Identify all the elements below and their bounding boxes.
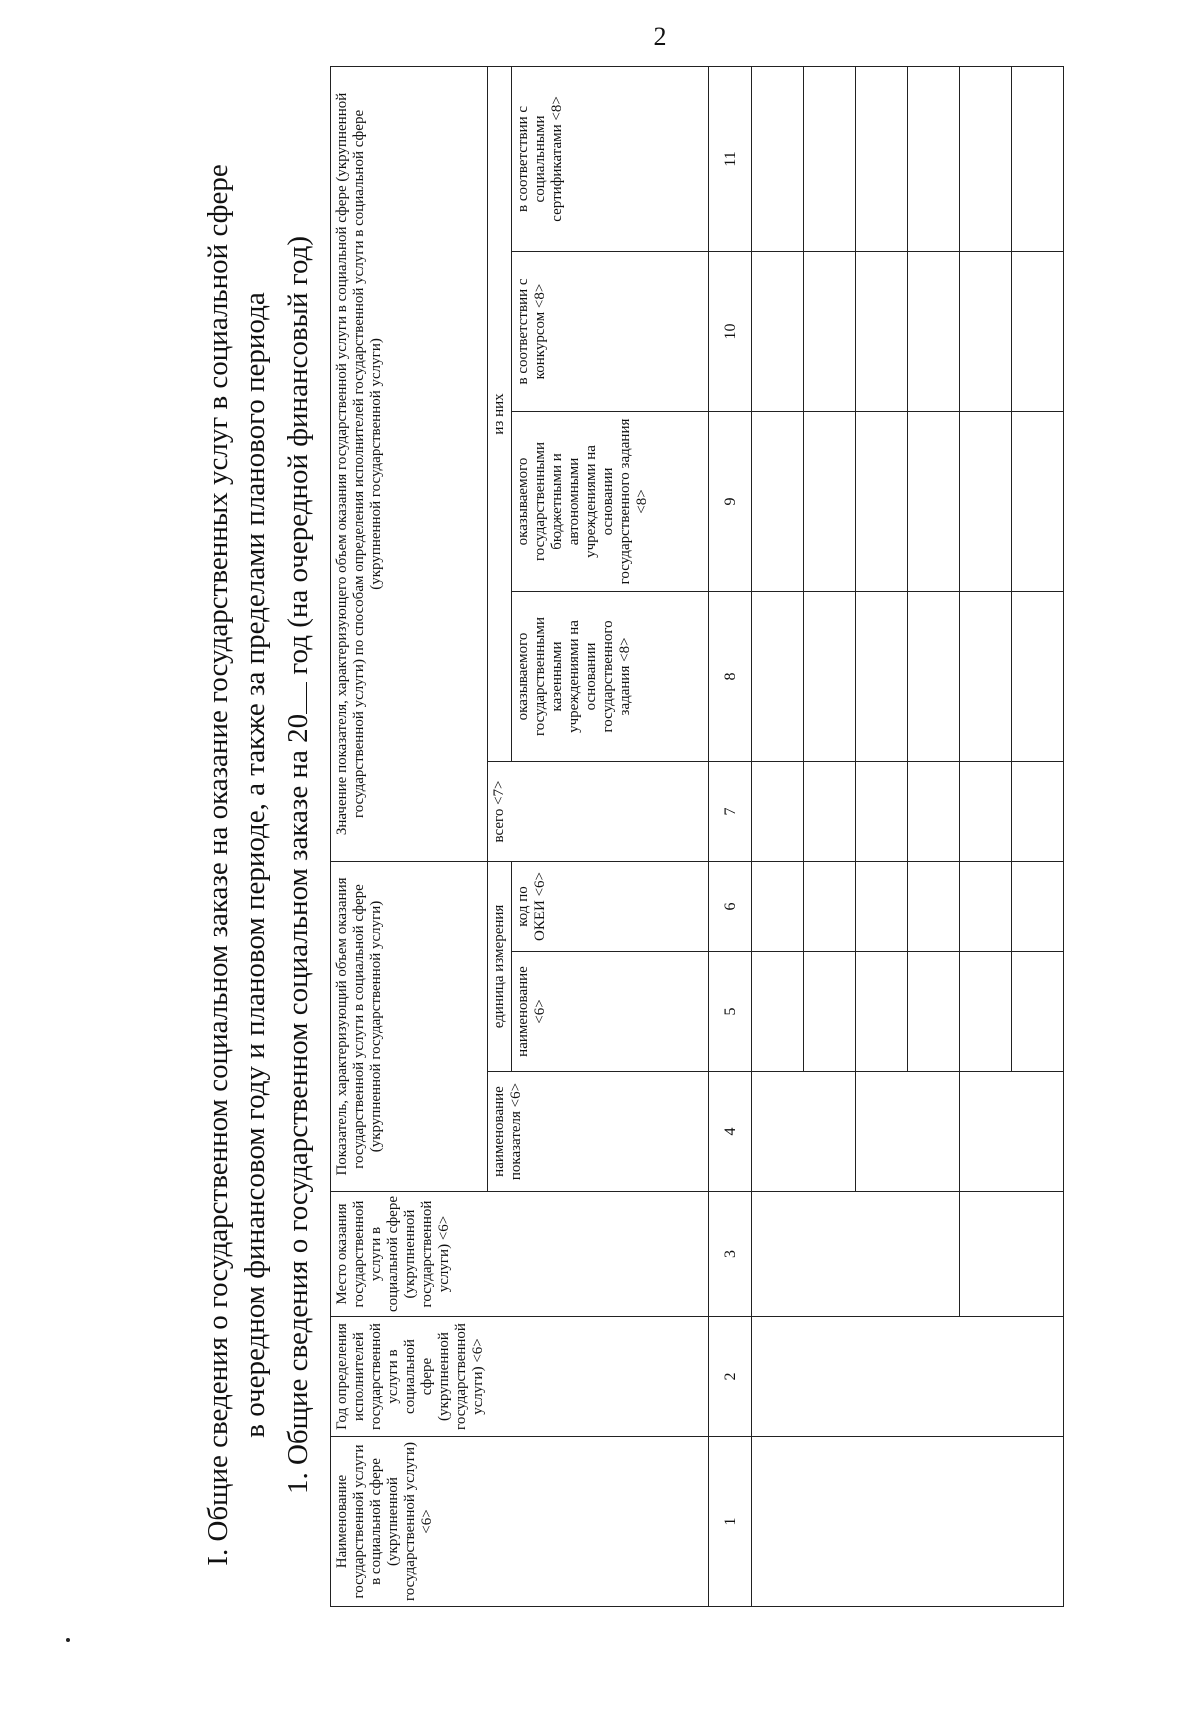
table-cell [1012, 952, 1064, 1072]
header-konkurs: в соответствии с конкурсом <8> [512, 251, 709, 411]
header-unit-name: наименование <6> [512, 952, 709, 1072]
table-cell [1012, 591, 1064, 761]
column-number: 1 [709, 1437, 752, 1607]
table-cell [804, 591, 856, 761]
column-numbers-row [709, 66, 752, 1606]
table-cell [960, 411, 1012, 591]
column-number: 3 [709, 1192, 752, 1317]
scan-mark [66, 1638, 70, 1642]
table-cell [856, 251, 908, 411]
table-cell [908, 861, 960, 951]
header-kazennye: оказываемого государственными казенными учреждениями на основании государственного задания <8> [512, 591, 709, 761]
section-title-line1: I. Общие сведения о государственном социальном заказе на оказание государственных услуг в социальной сфере [202, 164, 234, 1566]
year-blank [282, 682, 307, 714]
table-cell [908, 952, 960, 1072]
table-cell [752, 251, 804, 411]
table-cell [960, 1192, 1064, 1317]
column-number: 5 [709, 952, 752, 1072]
column-number: 6 [709, 861, 752, 951]
table-cell [908, 761, 960, 861]
table-cell [804, 251, 856, 411]
header-of-them: из них [488, 66, 512, 761]
header-budgetnye: оказываемого государственными бюджетными и автономными учреждениями на основании государственного задания <8> [512, 411, 709, 591]
table-cell [908, 591, 960, 761]
table-cell [752, 591, 804, 761]
section-title [200, 95, 274, 1635]
table-cell [752, 1317, 1064, 1437]
table-cell [1012, 251, 1064, 411]
column-number: 7 [709, 761, 752, 861]
table-cell [752, 66, 804, 251]
table-cell [752, 1072, 856, 1192]
table-cell [856, 861, 908, 951]
table-cell [908, 251, 960, 411]
table-cell [856, 411, 908, 591]
table-cell [908, 66, 960, 251]
column-number: 11 [709, 66, 752, 251]
table-cell [856, 66, 908, 251]
table-cell [856, 591, 908, 761]
header-year: Год определения исполнителей государственной услуги в социальной сфере (укрупненной государственной услуги) <6> [331, 1317, 709, 1437]
column-number: 2 [709, 1317, 752, 1437]
table-cell [752, 411, 804, 591]
social-order-table [330, 66, 1064, 1607]
table-cell [856, 1072, 960, 1192]
column-number: 4 [709, 1072, 752, 1192]
column-number: 9 [709, 411, 752, 591]
table-cell [960, 1072, 1064, 1192]
header-unit-group: единица измерения [488, 861, 512, 1071]
table-cell [804, 952, 856, 1072]
rotated-content [200, 92, 1150, 1635]
table-cell [1012, 761, 1064, 861]
table-cell [960, 952, 1012, 1072]
table-cell [908, 411, 960, 591]
table-row [752, 66, 804, 1606]
table-cell [856, 952, 908, 1072]
header-indicator-name: наименование показателя <6> [488, 1072, 709, 1192]
subsection-title [280, 95, 317, 1635]
subsection-title-after: год (на очередной финансовый год) [282, 235, 314, 675]
table-cell [1012, 66, 1064, 251]
column-number: 8 [709, 591, 752, 761]
page-number: 2 [653, 22, 667, 51]
table-cell [752, 761, 804, 861]
header-indicator-group: Показатель, характеризующий объем оказания государственной услуги в социальной сфере (укрупненной государственной услуги) [331, 861, 488, 1191]
table-cell [752, 1192, 960, 1317]
table-cell [752, 861, 804, 951]
table-cell [960, 861, 1012, 951]
section-title-line2: в очередном финансовом году и плановом периоде, а также за пределами планового периода [239, 292, 271, 1438]
table-cell [804, 66, 856, 251]
table-cell [804, 761, 856, 861]
table-cell [804, 861, 856, 951]
table-cell [1012, 861, 1064, 951]
table-cell [804, 411, 856, 591]
column-number: 10 [709, 251, 752, 411]
table-cell [752, 952, 804, 1072]
header-sertifikaty: в соответствии с социальными сертификатами <8> [512, 66, 709, 251]
header-value-group: Значение показателя, характеризующего объем оказания государственной услуги в социальной сфере (укрупненной государственной услуги) по способам определения исполнителей государственной услуги в социальной сфере (укрупненной государственной услуги) [331, 66, 488, 861]
table-cell [856, 761, 908, 861]
header-service-name: Наименование государственной услуги в социальной сфере (укрупненной государственной услуги) <6> [331, 1437, 709, 1607]
table-cell [960, 761, 1012, 861]
table-cell [1012, 411, 1064, 591]
subsection-title-before: 1. Общие сведения о государственном социальном заказе на 20 [282, 713, 314, 1495]
table-cell [960, 591, 1012, 761]
table-cell [752, 1437, 1064, 1607]
table-cell [960, 66, 1012, 251]
header-place: Место оказания государственной услуги в социальной сфере (укрупненной государственной услуги) <6> [331, 1192, 709, 1317]
header-total: всего <7> [488, 761, 709, 861]
header-okei: код по ОКЕИ <6> [512, 861, 709, 951]
table-cell [960, 251, 1012, 411]
header-row-1 [331, 66, 488, 1606]
